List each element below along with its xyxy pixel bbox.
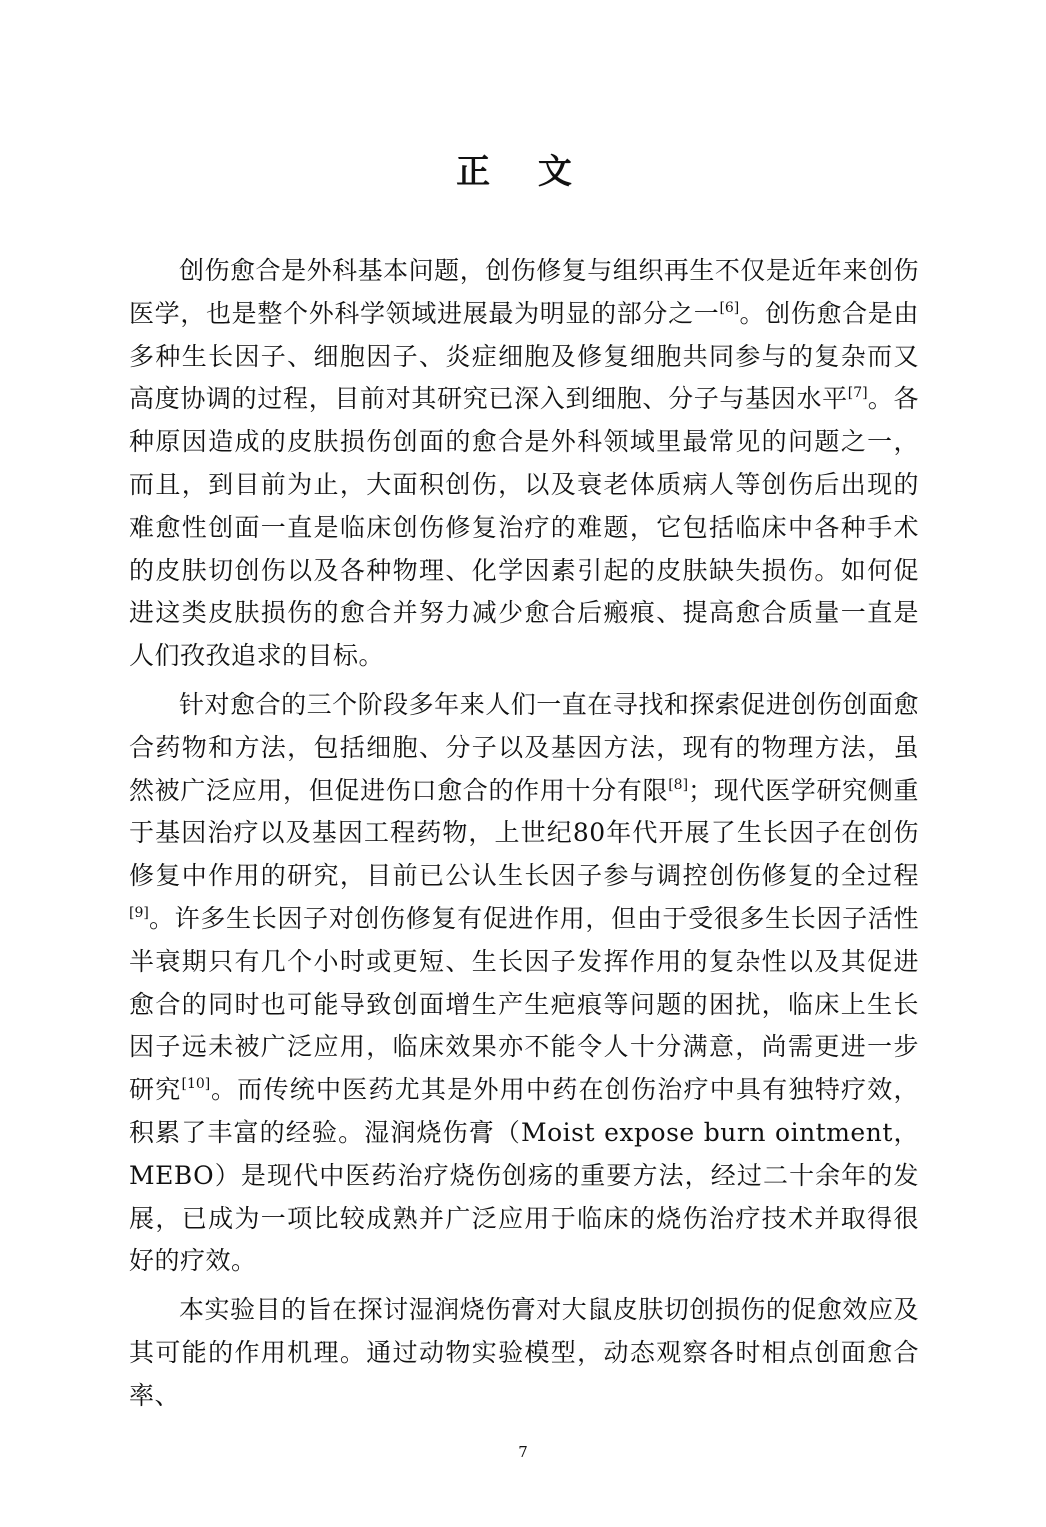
text-segment: 。许多生长因子对创伤修复有促进作用，但由于受很多生长因子活性半衰期只有几个小时或更短、生长因子发挥作用的复杂性以及其促进愈合的同时也可能导致创面增生产生疤痕等问题的困扰，临床上生长因子远未被广泛应用，临床效果亦不能令人十分满意，尚需更进一步研究 xyxy=(129,903,919,1105)
body-text xyxy=(129,250,919,1418)
text-segment: 。创伤愈合是由多种生长因子、细胞因子、炎症细胞及修复细胞共同参与的复杂而又高度协调的过程，目前对其研究已深入到细胞、分子与基因水平 xyxy=(129,298,919,414)
text-segment: 本实验目的旨在探讨湿润烧伤膏对大鼠皮肤切创损伤的促愈效应及其可能的作用机理。通过动物实验模型，动态观察各时相点创面愈合率、 xyxy=(129,1295,919,1410)
citation-ref: [6] xyxy=(719,299,740,316)
text-segment: 。而传统中医药尤其是外用中药在创伤治疗中具有独特疗效，积累了丰富的经验。湿润烧伤膏（Moist expose burn ointment，MEBO）是现代中医药治疗烧伤创疡的重要方法，经过二十余年的发展，已成为一项比较成熟并广泛应用于临床的烧伤治疗技术并取得很好的疗效。 xyxy=(129,1075,919,1276)
text-segment: 。各种原因造成的皮肤损伤创面的愈合是外科领域里最常见的问题之一，而且，到目前为止，大面积创伤，以及衰老体质病人等创伤后出现的难愈性创面一直是临床创伤修复治疗的难题，它包括临床中各种手术的皮肤切创伤以及各种物理、化学因素引起的皮肤缺失损伤。如何促进这类皮肤损伤的愈合并努力减少愈合后瘢痕、提高愈合质量一直是人们孜孜追求的目标。 xyxy=(129,384,919,671)
citation-ref: [9] xyxy=(129,904,149,921)
citation-ref: [10] xyxy=(181,1076,211,1093)
citation-ref: [7] xyxy=(847,385,868,402)
paragraph-1 xyxy=(129,250,919,678)
page-title: 正 文 xyxy=(456,152,590,192)
text-segment: ；现代医学研究侧重于基因治疗以及基因工程药物，上世纪80年代开展了生长因子在创伤修复中作用的研究，目前已公认生长因子参与调控创伤修复的全过程 xyxy=(129,775,919,891)
paragraph-3 xyxy=(129,1289,919,1417)
citation-ref: [8] xyxy=(668,776,689,793)
page-number: 7 xyxy=(518,1443,528,1461)
text-segment: 针对愈合的三个阶段多年来人们一直在寻找和探索促进创伤创面愈合药物和方法，包括细胞、分子以及基因方法，现有的物理方法，虽然被广泛应用，但促进伤口愈合的作用十分有限 xyxy=(129,689,919,805)
text-segment: 创伤愈合是外科基本问题，创伤修复与组织再生不仅是近年来创伤医学，也是整个外科学领域进展最为明显的部分之一 xyxy=(129,256,919,328)
paragraph-2 xyxy=(129,684,919,1283)
